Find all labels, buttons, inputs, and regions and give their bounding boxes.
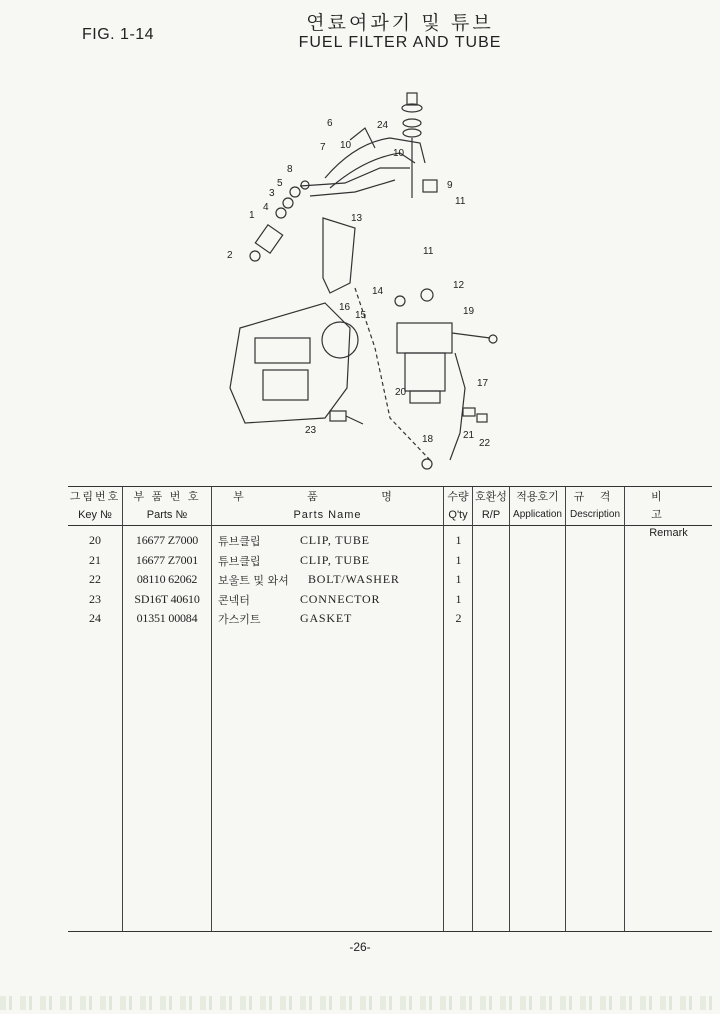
part-number-cell: SD16T 40610 (134, 591, 200, 606)
exploded-parts-diagram (215, 88, 515, 473)
header-description-en: Description (569, 509, 621, 520)
figure-title-english: FUEL FILTER AND TUBE (298, 34, 502, 51)
part-number-cell: 16677 Z7001 (135, 552, 199, 567)
header-parts-no-ko: 부 품 번 호 (133, 490, 201, 503)
figure-label: FIG. 1-14 (82, 26, 155, 43)
callout-5: 5 (277, 178, 283, 189)
key-cell: 23 (89, 591, 101, 606)
table-header (68, 487, 712, 539)
callout-8: 8 (287, 164, 293, 175)
part-number-cell: 16677 Z7000 (135, 533, 199, 547)
part-name-ko-cell: 튜브클립 (218, 554, 261, 568)
header-rp-en: R/P (481, 509, 501, 521)
header-parts-name-en: Parts Name (293, 509, 362, 521)
header-parts-no-en: Parts № (146, 509, 188, 521)
qty-cell: 1 (455, 591, 462, 606)
callout-1: 1 (249, 210, 255, 221)
header-remark-ko: 비 고 (651, 490, 686, 521)
callout-17: 17 (477, 378, 489, 389)
table-row (68, 531, 712, 551)
header-parts-no (123, 488, 211, 524)
qty-cell: 1 (455, 552, 462, 567)
header-key-en: Key № (78, 509, 112, 521)
table-rows (68, 531, 712, 629)
part-name-en-cell: BOLT/WASHER (308, 572, 400, 586)
header-parts-name (212, 488, 443, 524)
qty-cell: 1 (455, 533, 462, 547)
callout-4: 4 (263, 202, 269, 213)
callout-10b: 10 (393, 148, 405, 159)
callout-12: 12 (453, 280, 465, 291)
header-parts-name-ko: 부 품 명 (233, 490, 422, 503)
header-qty (444, 488, 472, 524)
part-name-ko-cell: 가스키트 (218, 613, 261, 626)
header-remark-en: Remark (649, 527, 688, 539)
qty-cell: 1 (455, 572, 462, 586)
part-name-ko-cell: 콘넥터 (218, 593, 250, 607)
parts-table (68, 486, 712, 932)
part-number-cell: 08110 62062 (136, 572, 198, 586)
part-name-en-cell: GASKET (300, 611, 353, 625)
key-cell: 20 (89, 533, 101, 547)
header-description (566, 488, 624, 524)
header-key (68, 488, 122, 524)
callout-9: 9 (447, 180, 453, 191)
callout-23: 23 (305, 425, 317, 436)
callout-19: 19 (463, 306, 475, 317)
part-name-ko-cell: 보울트 및 와셔 (218, 574, 289, 587)
header-application-en: Application (513, 509, 562, 520)
callout-16: 16 (339, 302, 351, 313)
header-description-ko: 규 격 (573, 490, 617, 503)
header-rp-ko: 호환성 (475, 490, 507, 503)
figure-title-korean: 연료여과기 및 튜브 (306, 13, 494, 34)
callout-6: 6 (327, 118, 333, 129)
callout-11b: 11 (423, 246, 434, 257)
callout-11a: 11 (455, 196, 466, 207)
table-row (68, 590, 712, 610)
part-number-cell: 01351 00084 (136, 611, 198, 625)
part-name-en-cell: CLIP, TUBE (300, 552, 370, 567)
header-application-ko: 적용호기 (516, 490, 559, 503)
callout-10a: 10 (340, 140, 352, 151)
part-name-en-cell: CLIP, TUBE (300, 533, 370, 547)
header-rp (473, 488, 509, 524)
callout-15: 15 (355, 310, 367, 321)
part-name-en-cell: CONNECTOR (300, 591, 381, 606)
header-qty-ko: 수량 (447, 490, 469, 503)
page-number: -26- (349, 940, 371, 954)
callout-18: 18 (422, 434, 434, 445)
callout-3: 3 (269, 188, 275, 199)
callout-13: 13 (351, 213, 363, 224)
scan-artifact-strip (0, 996, 720, 1010)
callout-14: 14 (372, 286, 384, 297)
part-name-ko-cell: 튜브클립 (218, 535, 261, 548)
qty-cell: 2 (455, 611, 462, 625)
table-row (68, 609, 712, 629)
callout-22: 22 (479, 438, 491, 449)
callout-7: 7 (320, 142, 326, 153)
key-cell: 24 (89, 611, 101, 625)
callout-21: 21 (463, 430, 475, 441)
table-row (68, 551, 712, 571)
table-row (68, 570, 712, 590)
header-qty-en: Q'ty (448, 509, 468, 521)
key-cell: 22 (89, 572, 101, 586)
callout-20: 20 (395, 387, 407, 398)
callout-24: 24 (377, 120, 389, 131)
key-cell: 21 (89, 552, 101, 567)
callout-2: 2 (227, 250, 233, 261)
header-application (510, 488, 565, 524)
header-key-ko: 그림번호 (69, 490, 121, 503)
